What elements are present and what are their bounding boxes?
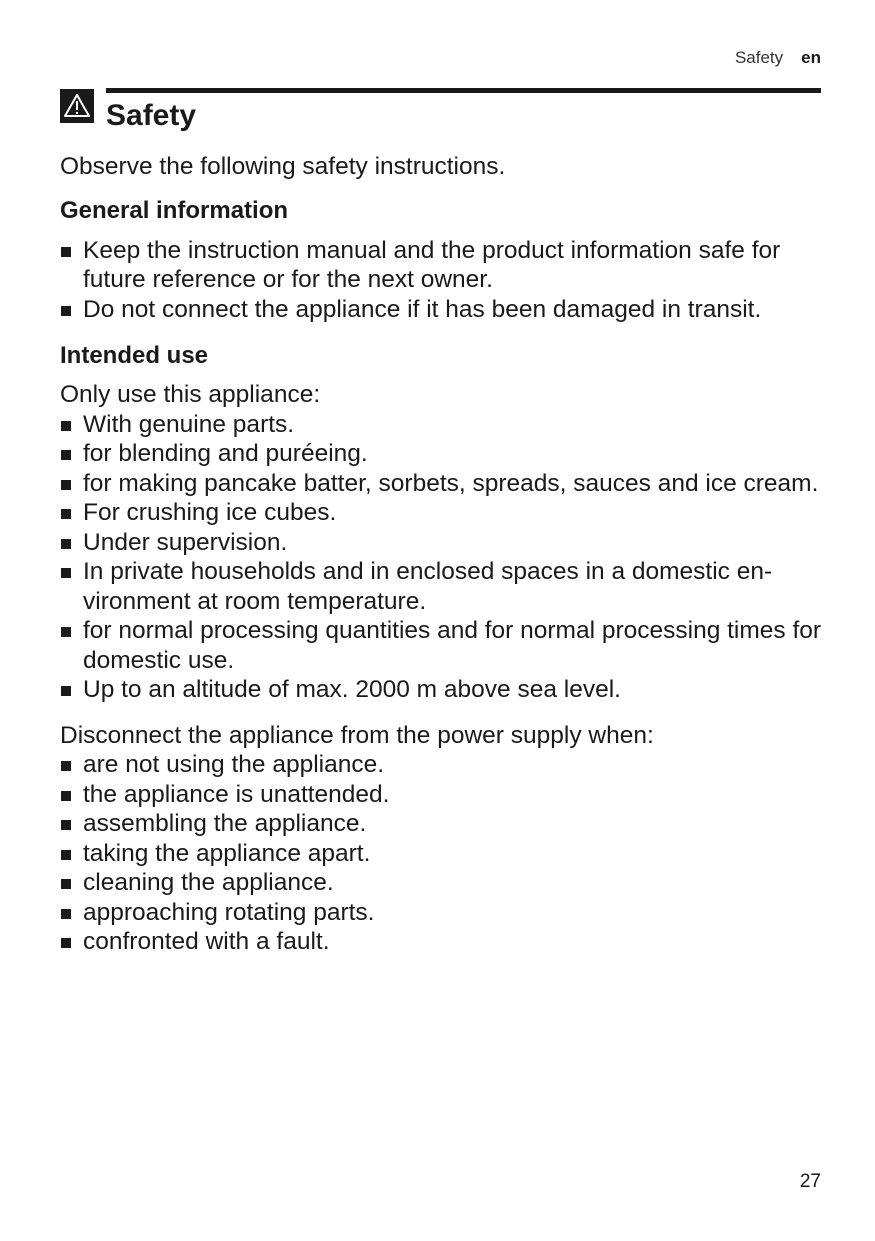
intro-text: Observe the following safety instructions. bbox=[60, 153, 506, 180]
list-item: the appliance is unattended. bbox=[60, 780, 822, 810]
running-header-section: Safety bbox=[734, 48, 784, 67]
intended-use-lead: Only use this appliance: bbox=[60, 381, 321, 408]
list-item: In private households and in enclosed spaces in a domestic en-vironment at room temperature. bbox=[60, 557, 822, 616]
list-item: confronted with a fault. bbox=[60, 927, 822, 957]
list-item: With genuine parts. bbox=[60, 410, 822, 440]
list-item: Under supervision. bbox=[60, 528, 822, 558]
list-item: are not using the appliance. bbox=[60, 750, 822, 780]
disconnect-lead: Disconnect the appliance from the power supply when: bbox=[60, 721, 654, 749]
intended-use-list bbox=[60, 410, 822, 705]
intended-use-heading: Intended use bbox=[60, 342, 209, 369]
list-item: for making pancake batter, sorbets, spreads, sauces and ice cream. bbox=[60, 469, 822, 499]
page-number: 27 bbox=[799, 1171, 821, 1192]
list-item: taking the appliance apart. bbox=[60, 839, 822, 869]
list-item: Keep the instruction manual and the product information safe for future reference or for the next owner. bbox=[60, 236, 822, 295]
list-item: For crushing ice cubes. bbox=[60, 498, 822, 528]
warning-triangle-icon bbox=[60, 89, 94, 123]
list-item: assembling the appliance. bbox=[60, 809, 822, 839]
title-rule bbox=[106, 88, 821, 93]
general-information-heading: General information bbox=[60, 196, 289, 224]
list-item: Up to an altitude of max. 2000 m above sea level. bbox=[60, 675, 822, 705]
list-item: for blending and puréeing. bbox=[60, 439, 822, 469]
disconnect-list bbox=[60, 750, 822, 957]
running-header-language: en bbox=[801, 48, 821, 67]
running-header bbox=[735, 47, 821, 69]
list-item: approaching rotating parts. bbox=[60, 898, 822, 928]
list-item: Do not connect the appliance if it has been damaged in transit. bbox=[60, 295, 822, 325]
page-title: Safety bbox=[106, 99, 197, 132]
list-item: for normal processing quantities and for normal processing times for domestic use. bbox=[60, 616, 822, 675]
general-information-list bbox=[60, 236, 822, 325]
list-item: cleaning the appliance. bbox=[60, 868, 822, 898]
safety-content bbox=[60, 152, 822, 957]
